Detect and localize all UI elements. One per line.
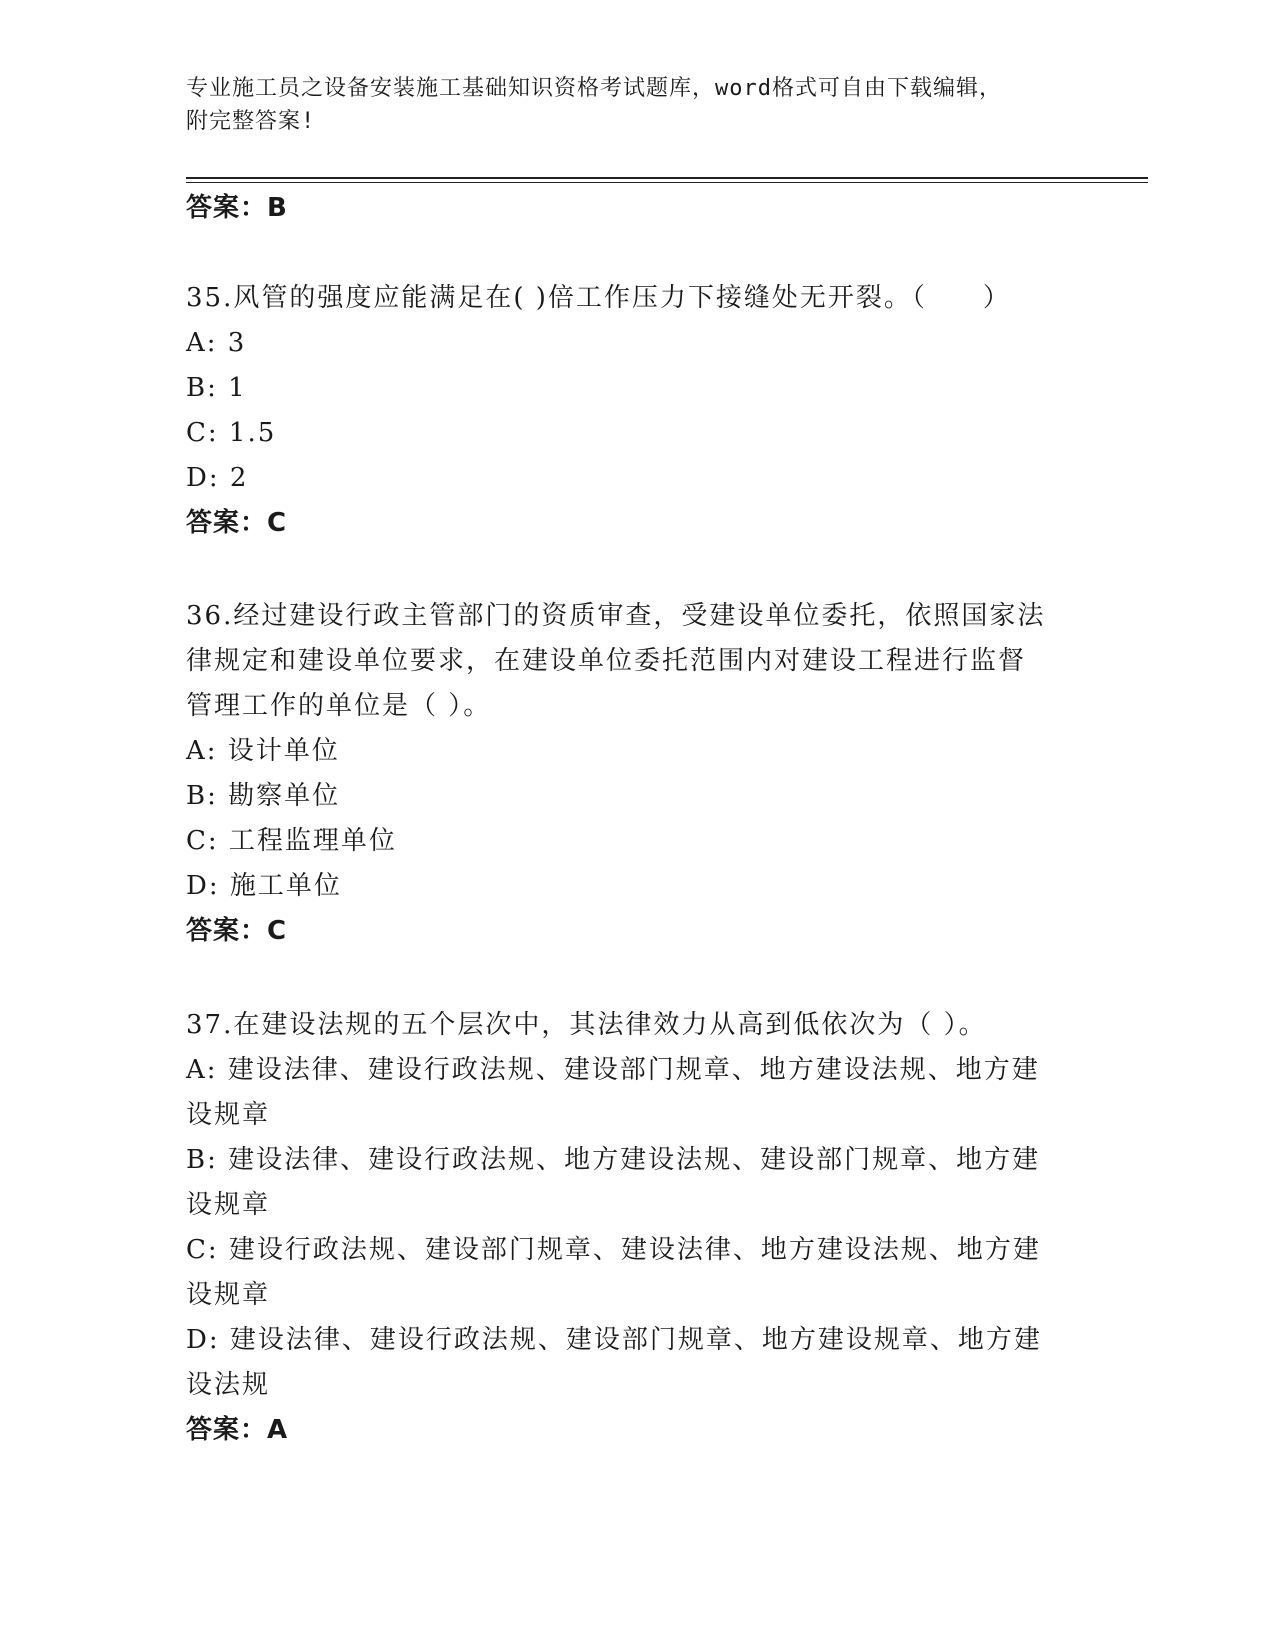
question-37-option-b-line-1: B: 建设法律、建设行政法规、地方建设法规、建设部门规章、地方建 xyxy=(186,1145,1041,1175)
header-divider-thin xyxy=(186,182,1148,183)
question-37-option-a-line-2: 设规章 xyxy=(186,1100,271,1130)
question-36-option-d: D: 施工单位 xyxy=(186,871,342,901)
header-divider-thick xyxy=(186,177,1148,179)
question-35-stem: 35.风管的强度应能满足在( )倍工作压力下接缝处无开裂。（ ） xyxy=(186,283,1011,313)
answer-q35: 答案：C xyxy=(186,508,288,538)
question-35-option-b: B: 1 xyxy=(186,373,247,403)
document-header xyxy=(186,72,1066,138)
question-37-option-d-line-1: D: 建设法律、建设行政法规、建设部门规章、地方建设规章、地方建 xyxy=(186,1325,1042,1355)
question-37-option-c-line-2: 设规章 xyxy=(186,1280,271,1310)
question-37-option-d-line-2: 设法规 xyxy=(186,1370,271,1400)
question-35-option-c: C: 1.5 xyxy=(186,418,277,448)
question-36-option-b: B: 勘察单位 xyxy=(186,781,341,811)
answer-q37: 答案：A xyxy=(186,1415,289,1445)
question-37-option-b-line-2: 设规章 xyxy=(186,1190,271,1220)
question-36-stem-line-3: 管理工作的单位是（ ）。 xyxy=(186,691,492,721)
question-35-option-d: D: 2 xyxy=(186,463,249,493)
answer-q36: 答案：C xyxy=(186,916,288,946)
question-37-stem: 37.在建设法规的五个层次中，其法律效力从高到低依次为（ ）。 xyxy=(186,1010,987,1040)
question-37-option-a-line-1: A: 建设法律、建设行政法规、建设部门规章、地方建设法规、地方建 xyxy=(186,1055,1040,1085)
question-36-stem-line-1: 36.经过建设行政主管部门的资质审查，受建设单位委托，依照国家法 xyxy=(186,601,1046,631)
answer-q34: 答案：B xyxy=(186,193,288,223)
question-37-option-c-line-1: C: 建设行政法规、建设部门规章、建设法律、地方建设法规、地方建 xyxy=(186,1235,1041,1265)
question-36-option-c: C: 工程监理单位 xyxy=(186,826,397,856)
question-36-stem-line-2: 律规定和建设单位要求，在建设单位委托范围内对建设工程进行监督 xyxy=(186,646,1027,676)
header-line-2: 附完整答案! xyxy=(186,109,316,134)
question-36-option-a: A: 设计单位 xyxy=(186,736,340,766)
question-35-option-a: A: 3 xyxy=(186,328,247,358)
header-line-1: 专业施工员之设备安装施工基础知识资格考试题库，word格式可自由下载编辑， xyxy=(186,76,1002,101)
